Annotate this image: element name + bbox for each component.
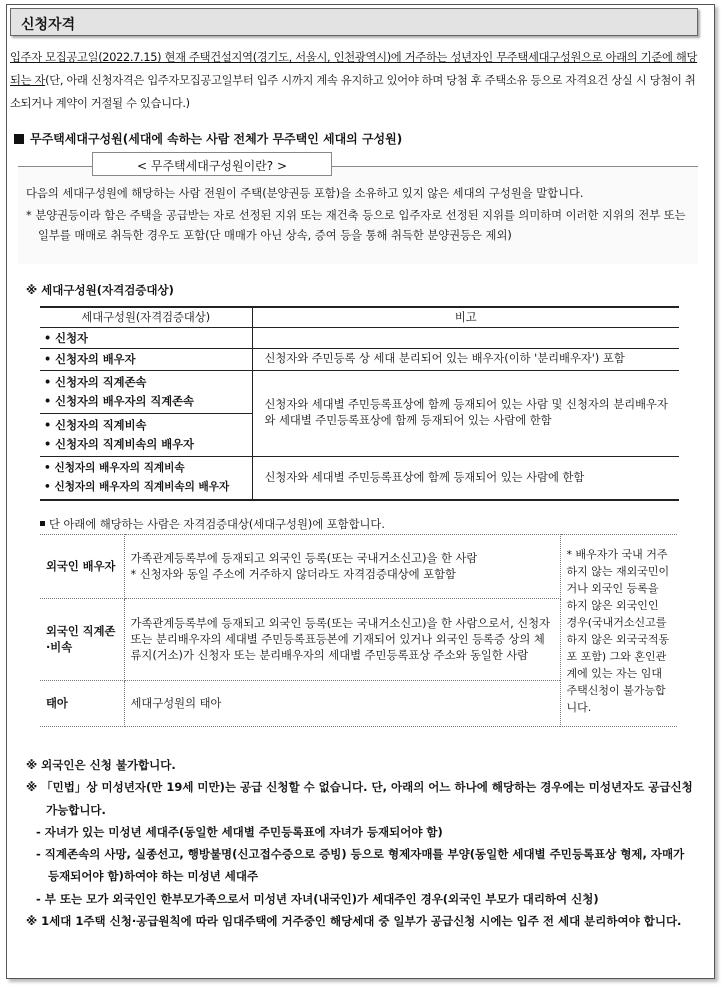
square-bullet-icon: [14, 134, 24, 144]
member-cell: • 신청자의 배우자: [40, 348, 252, 370]
alien-table: [40, 534, 677, 727]
desc-line: * 신청자와 동일 주소에 거주하지 않더라도 자격검증대상에 포함함: [130, 567, 456, 581]
row-label: 외국인 직계존·비속: [40, 599, 124, 681]
footer-dash-item: - 자녀가 있는 미성년 세대주(동일한 세대별 주민등록표에 자녀가 등재되어야 함): [36, 824, 443, 839]
member-line: • 신청자의 배우자의 직계비속의 배우자: [44, 480, 230, 493]
member-line: • 신청자의 직계비속: [44, 418, 147, 432]
row-label: 외국인 배우자: [40, 535, 124, 599]
table-row: [40, 370, 679, 413]
footer-note: ※ 「민법」상 미성년자(만 19세 미만)는 공급 신청할 수 없습니다. 단, 아래의 어느 하나에 해당하는 경우에는 미성년자도 공급신청 가능합니다.: [26, 780, 693, 817]
definition-tab: < 무주택세대구성원이란? >: [92, 152, 332, 176]
definition-note: * 분양권등이라 함은 주택을 공급받는 자로 선정된 지위 또는 재건축 등으로 입주자로 선정된 지위를 의미하며 이러한 지위의 전부 또는 일부를 매매로 취득한 경우도 포함(단 매매가 아닌 상속, 증여 등을 통해 취득한 분양권등은 제외): [26, 209, 686, 242]
note-cell: [252, 327, 679, 348]
member-line: • 신청자의 직계존속: [44, 375, 147, 389]
side-note: * 배우자가 국내 거주하지 않는 재외국민이거나 외국인 등록을 하지 않은 외국인인 경우(국내거소신고를 하지 않은 외국국적동포 포함) 그와 혼인관계에 있는 자는 임대주택신청이 불가능합니다.: [560, 535, 677, 727]
footer-dash-item: - 직계존속의 사망, 실종선고, 행방불명(신고접수증으로 증빙) 등으로 형제자매를 부양(동일한 세대별 주민등록표상 형제, 자매가 등재되어야 함)하여야 하는 미성년 세대주: [36, 847, 685, 884]
subsection-heading: [14, 130, 402, 147]
row-desc: 가족관계등록부에 등재되고 외국인 등록(또는 국내거소신고)을 한 사람으로서, 신청자 또는 분리배우자의 세대별 주민등록표등본에 기재되어 있거나 외국인 등록증 상의 체류지(거소)가 신청자 또는 분리배우자의 세대별 주민등록표상 주소와 동일한 사람: [124, 599, 560, 681]
alien-intro-text: 단 아래에 해당하는 사람은 자격검증대상(세대구성원)에 포함합니다.: [49, 518, 385, 531]
intro-underlined: 입주자 모집공고일(2022.7.15) 현재 주택건설지역(경기도, 서울시, 인천광역시)에 거주하는 성년자인 무주택세대구성원으로 아래의 기준에 해당되는 자: [10, 51, 698, 87]
member-cell: [40, 456, 252, 500]
table-row: [40, 456, 679, 500]
row-desc: 세대구성원의 태아: [124, 681, 560, 727]
section-title: 신청자격: [10, 8, 698, 36]
alien-intro: [40, 516, 385, 532]
member-cell: [40, 370, 252, 413]
subsection-heading-text: 무주택세대구성원(세대에 속하는 사람 전체가 무주택인 세대의 구성원): [30, 132, 403, 146]
intro-rest: (단, 아래 신청자격은 입주자모집공고일부터 입주 시까지 계속 유지하고 있어야 하며 당첨 후 주택소유 등으로 자격요건 상실 시 당첨이 취소되거나 계약이 거절될 수 있습니다.): [10, 74, 696, 110]
row-label: 태아: [40, 681, 124, 727]
square-bullet-icon: [40, 521, 45, 526]
note-col-header: 비고: [252, 307, 679, 327]
members-col-header: 세대구성원(자격검증대상): [40, 307, 252, 327]
members-table: [40, 306, 679, 501]
note-cell: 신청자와 세대별 주민등록표상에 함께 등재되어 있는 사람에 한함: [252, 456, 679, 500]
table-row: [40, 348, 679, 370]
footer-note: ※ 외국인은 신청 불가합니다.: [26, 758, 176, 772]
footer-note: ※ 1세대 1주택 신청·공급원칙에 따라 임대주택에 거주중인 해당세대 중 일부가 공급신청 시에는 입주 전 세대 분리하여야 합니다.: [26, 914, 682, 929]
definition-text: 다음의 세대구성원에 해당하는 사람 전원이 주택(분양권등 포함)을 소유하고 있지 않은 세대의 구성원을 말합니다.: [26, 187, 584, 200]
member-cell: [40, 413, 252, 456]
note-cell: 신청자와 세대별 주민등록표상에 함께 등재되어 있는 사람 및 신청자의 분리배우자와 세대별 주민등록표상에 함께 등재되어 있는 사람에 한함: [252, 370, 679, 456]
table-row: [40, 327, 679, 348]
member-line: • 신청자의 직계비속의 배우자: [44, 437, 194, 451]
member-line: • 신청자의 배우자의 직계비속: [44, 461, 185, 474]
footer-dash-item: - 부 또는 모가 외국인인 한부모가족으로서 미성년 자녀(내국인)가 세대주인 경우(외국인 부모가 대리하여 신청): [36, 891, 599, 906]
row-desc: [124, 535, 560, 599]
members-heading: ※ 세대구성원(자격검증대상): [26, 283, 174, 297]
member-line: • 신청자의 배우자의 직계존속: [44, 394, 194, 408]
table-row: [40, 535, 677, 599]
intro-paragraph: [10, 46, 700, 115]
note-cell: 신청자와 주민등록 상 세대 분리되어 있는 배우자(이하 '분리배우자') 포함: [252, 348, 679, 370]
desc-line: 가족관계등록부에 등재되고 외국인 등록(또는 국내거소신고)을 한 사람: [130, 551, 478, 565]
member-cell: • 신청자: [40, 327, 252, 348]
footer-notes: [26, 754, 698, 932]
